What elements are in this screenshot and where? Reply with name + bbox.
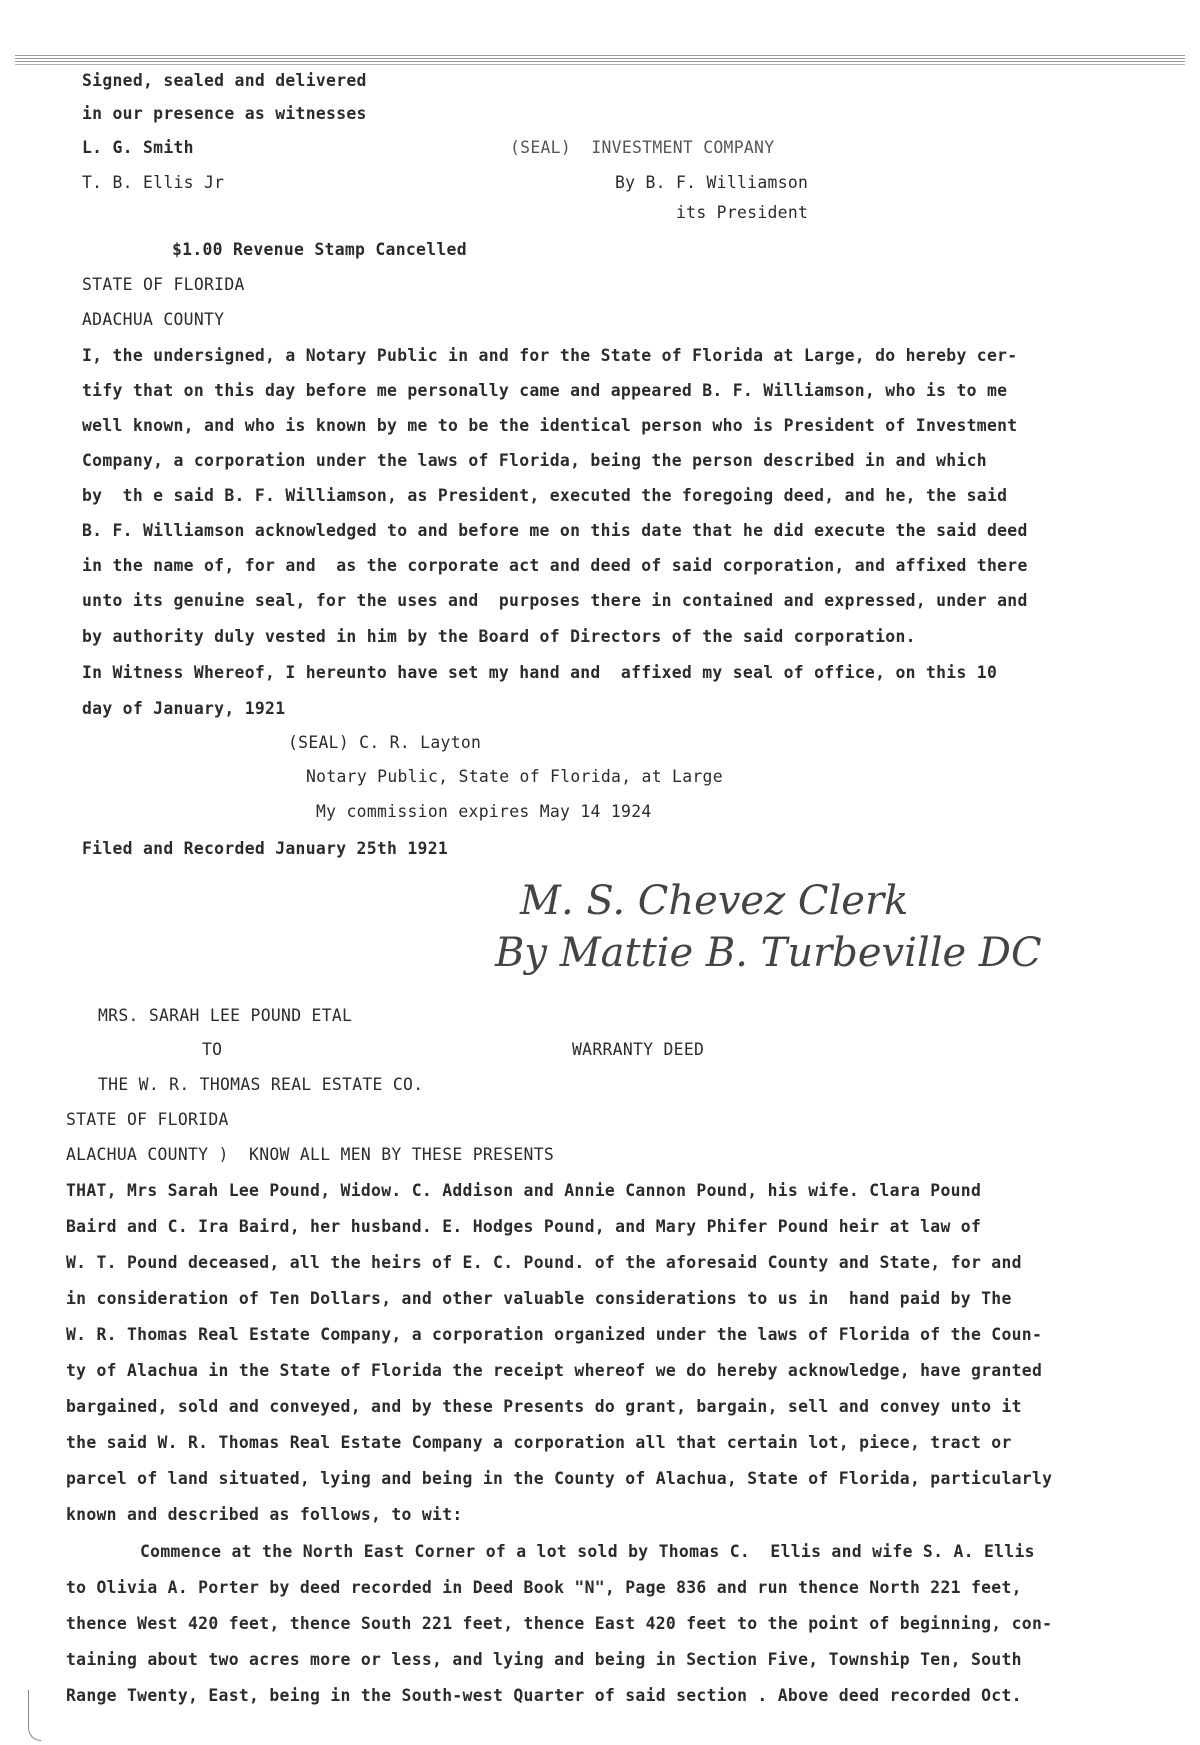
text-line: ADACHUA COUNTY <box>82 310 225 329</box>
text-line: My commission expires May 14 1924 <box>316 802 652 821</box>
deputy-clerk-signature: By Mattie B. Turbeville DC <box>495 930 1042 976</box>
text-line: Signed, sealed and delivered <box>82 71 367 90</box>
text-line: MRS. SARAH LEE POUND ETAL <box>98 1006 353 1025</box>
text-line: W. T. Pound deceased, all the heirs of E. C. Pound. of the aforesaid County and State, for and <box>66 1253 1022 1272</box>
text-line: WARRANTY DEED <box>572 1040 705 1059</box>
text-line: (SEAL) C. R. Layton <box>288 733 482 752</box>
text-line: I, the undersigned, a Notary Public in and for the State of Florida at Large, do hereby cer- <box>82 346 1018 365</box>
text-line: in our presence as witnesses <box>82 104 367 123</box>
text-line: by authority duly vested in him by the Board of Directors of the said corporation. <box>82 627 916 646</box>
page-edge-curl <box>28 1690 41 1741</box>
text-line: STATE OF FLORIDA <box>82 275 245 294</box>
text-line: Filed and Recorded January 25th 1921 <box>82 839 449 858</box>
top-rule-1 <box>15 55 1185 56</box>
text-line: Baird and C. Ira Baird, her husband. E. Hodges Pound, and Mary Phifer Pound heir at law of <box>66 1217 982 1236</box>
text-line: ty of Alachua in the State of Florida the receipt whereof we do hereby acknowledge, have granted <box>66 1361 1043 1380</box>
text-line: $1.00 Revenue Stamp Cancelled <box>172 240 467 259</box>
text-line: By B. F. Williamson <box>615 173 809 192</box>
text-line: Commence at the North East Corner of a lot sold by Thomas C. Ellis and wife S. A. Ellis <box>140 1542 1035 1561</box>
text-line: its President <box>676 203 809 222</box>
text-line: THE W. R. THOMAS REAL ESTATE CO. <box>98 1075 424 1094</box>
text-line: THAT, Mrs Sarah Lee Pound, Widow. C. Addison and Annie Cannon Pound, his wife. Clara Pound <box>66 1181 982 1200</box>
text-line: (SEAL) INVESTMENT COMPANY <box>510 138 775 157</box>
text-line: Range Twenty, East, being in the South-west Quarter of said section . Above deed recorded Oct. <box>66 1686 1022 1705</box>
text-line: B. F. Williamson acknowledged to and before me on this date that he did execute the said deed <box>82 521 1028 540</box>
top-rule-2 <box>15 58 1185 59</box>
text-line: T. B. Ellis Jr <box>82 173 225 192</box>
text-line: TO <box>202 1040 223 1059</box>
text-line: STATE OF FLORIDA <box>66 1110 229 1129</box>
text-line: in the name of, for and as the corporate act and deed of said corporation, and affixed there <box>82 556 1028 575</box>
text-line: thence West 420 feet, thence South 221 feet, thence East 420 feet to the point of beginning, con- <box>66 1614 1053 1633</box>
text-line: L. G. Smith <box>82 138 194 157</box>
text-line: parcel of land situated, lying and being in the County of Alachua, State of Florida, particularly <box>66 1469 1053 1488</box>
text-line: known and described as follows, to wit: <box>66 1505 463 1524</box>
text-line: W. R. Thomas Real Estate Company, a corporation organized under the laws of Florida of the Coun- <box>66 1325 1043 1344</box>
text-line: bargained, sold and conveyed, and by these Presents do grant, bargain, sell and convey unto it <box>66 1397 1022 1416</box>
text-line: In Witness Whereof, I hereunto have set my hand and affixed my seal of office, on this 10 <box>82 663 998 682</box>
clerk-signature: M. S. Chevez Clerk <box>520 878 909 924</box>
text-line: well known, and who is known by me to be the identical person who is President of Investment <box>82 416 1018 435</box>
text-line: unto its genuine seal, for the uses and purposes there in contained and expressed, under and <box>82 591 1028 610</box>
text-line: the said W. R. Thomas Real Estate Company a corporation all that certain lot, piece, tract or <box>66 1433 1012 1452</box>
text-line: tify that on this day before me personally came and appeared B. F. Williamson, who is to me <box>82 381 1008 400</box>
text-line: by th e said B. F. Williamson, as President, executed the foregoing deed, and he, the said <box>82 486 1008 505</box>
text-line: in consideration of Ten Dollars, and other valuable considerations to us in hand paid by The <box>66 1289 1012 1308</box>
text-line: day of January, 1921 <box>82 699 286 718</box>
top-rule-4 <box>15 64 1185 65</box>
top-rule-3 <box>15 61 1185 62</box>
text-line: Notary Public, State of Florida, at Large <box>306 767 723 786</box>
text-line: taining about two acres more or less, and lying and being in Section Five, Township Ten, South <box>66 1650 1022 1669</box>
text-line: to Olivia A. Porter by deed recorded in Deed Book "N", Page 836 and run thence North 221 feet, <box>66 1578 1022 1597</box>
text-line: Company, a corporation under the laws of Florida, being the person described in and which <box>82 451 987 470</box>
text-line: ALACHUA COUNTY ) KNOW ALL MEN BY THESE PRESENTS <box>66 1145 555 1164</box>
